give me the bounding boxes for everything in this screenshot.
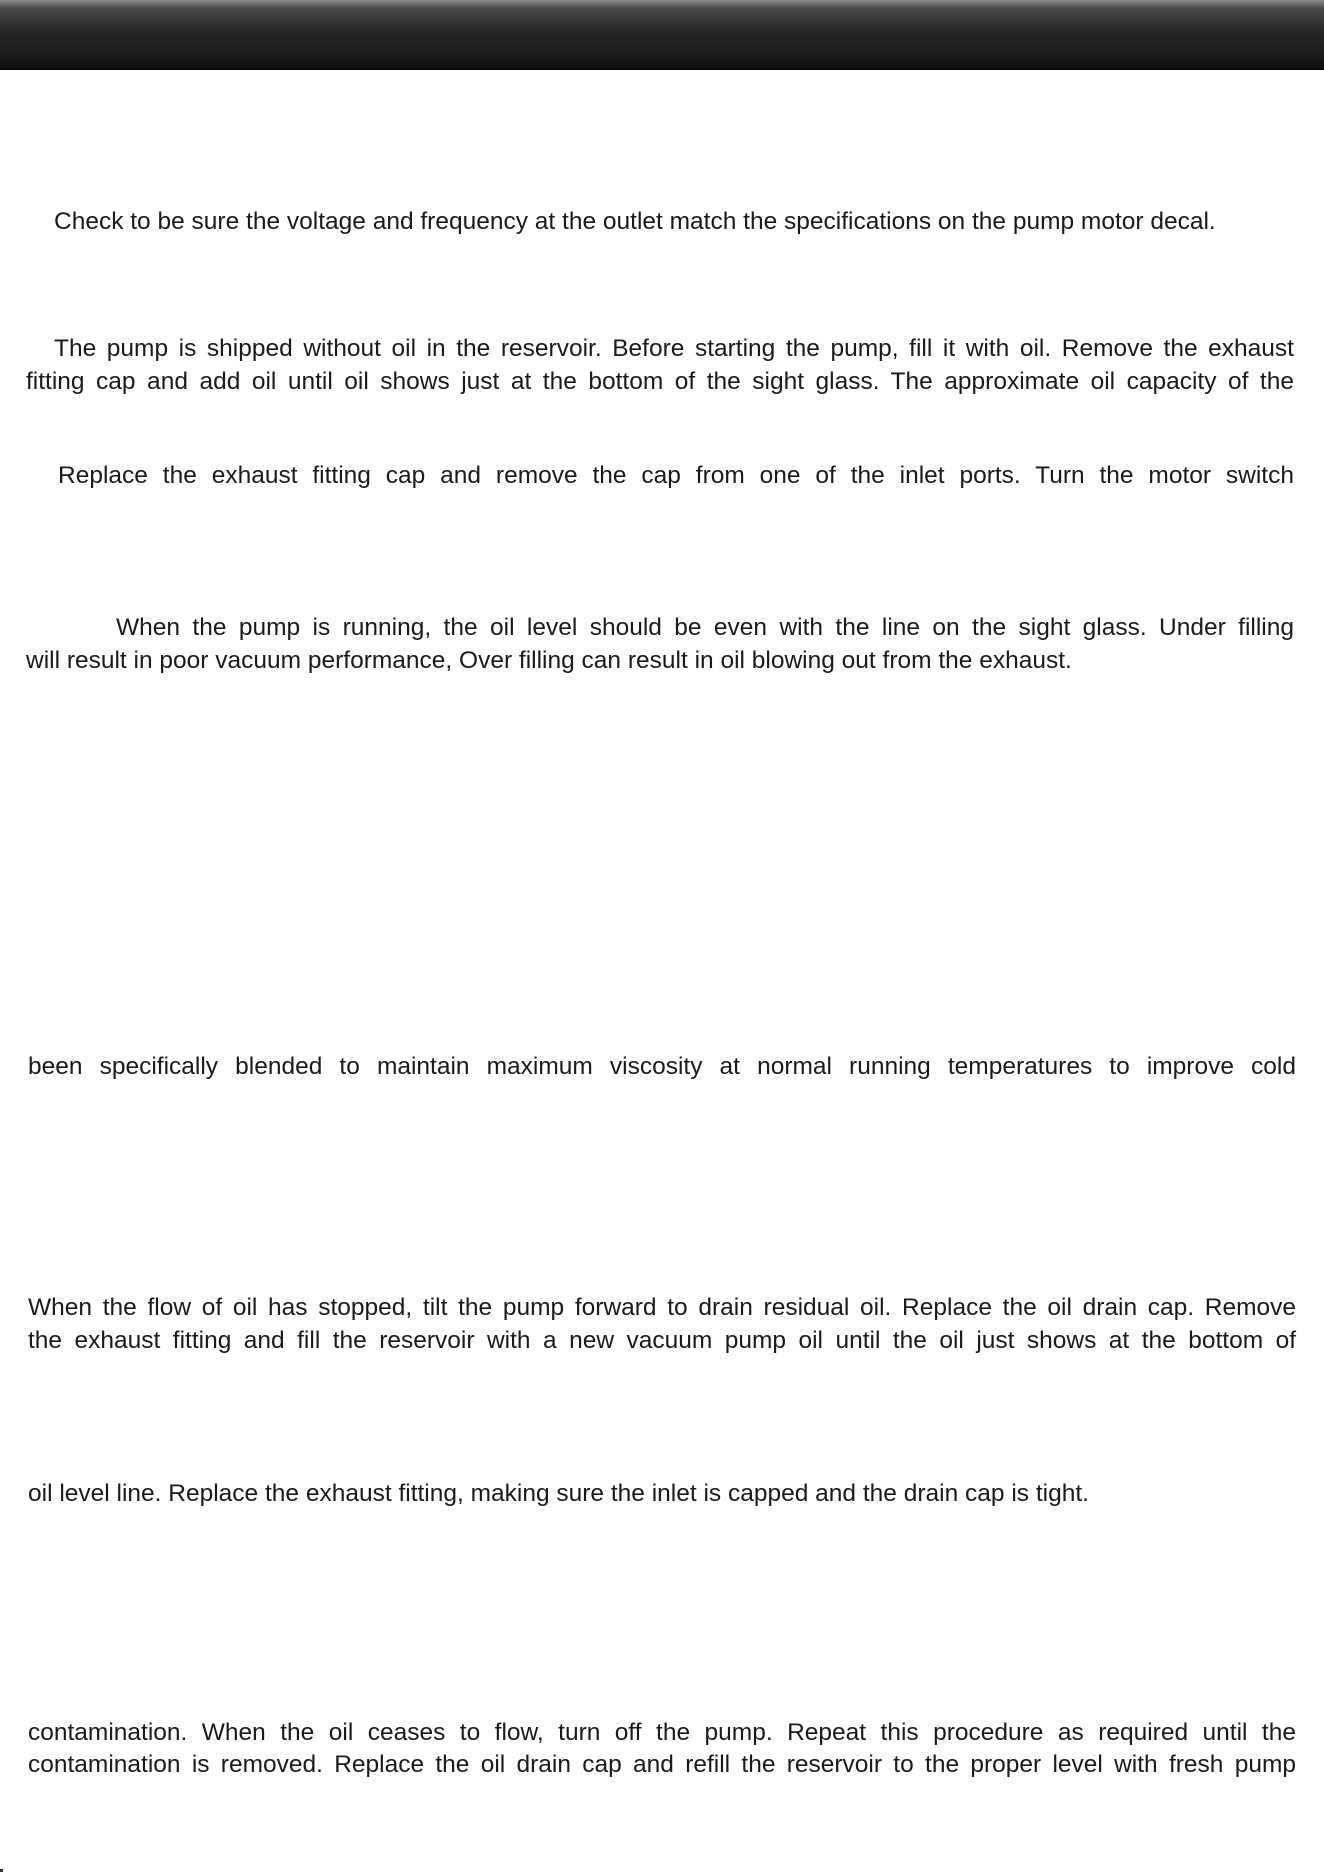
paragraph-oil-level-line-1: When the pump is running, the oil level should be even with the line on the sight glass. Under filling [116, 614, 1294, 641]
paragraph-level-line: oil level line. Replace the exhaust fitting, making sure the inlet is capped and the drain cap is tight. [28, 1480, 1089, 1507]
paragraph-voltage-check: Check to be sure the voltage and frequency at the outlet match the specifications on the pump motor decal. [54, 208, 1216, 235]
paragraph-drain-line-2: the exhaust fitting and fill the reservoir with a new vacuum pump oil until the oil just shows at the bottom of [28, 1327, 1296, 1354]
paragraph-contamination-line-2: contamination is removed. Replace the oil drain cap and refill the reservoir to the proper level with fresh pump [28, 1751, 1296, 1778]
paragraph-oil-level-line-2: will result in poor vacuum performance, Over filling can result in oil blowing out from the exhaust. [26, 647, 1072, 674]
paragraph-drain-line-1: When the flow of oil has stopped, tilt the pump forward to drain residual oil. Replace the oil drain cap. Remove [28, 1294, 1296, 1321]
paragraph-replace-cap: Replace the exhaust fitting cap and remove the cap from one of the inlet ports. Turn the motor switch [58, 462, 1294, 489]
paragraph-contamination-line-1: contamination. When the oil ceases to flow, turn off the pump. Repeat this procedure as required until the [28, 1719, 1296, 1746]
paragraph-oil-fill-line-1: The pump is shipped without oil in the reservoir. Before starting the pump, fill it with oil. Remove the exhaust [54, 335, 1294, 362]
header-bar [0, 0, 1324, 70]
paragraph-blended: been specifically blended to maintain maximum viscosity at normal running temperatures to improve cold [28, 1053, 1296, 1080]
paragraph-oil-fill-line-2: fitting cap and add oil until oil shows just at the bottom of the sight glass. The approximate oil capacity of the [26, 368, 1294, 395]
